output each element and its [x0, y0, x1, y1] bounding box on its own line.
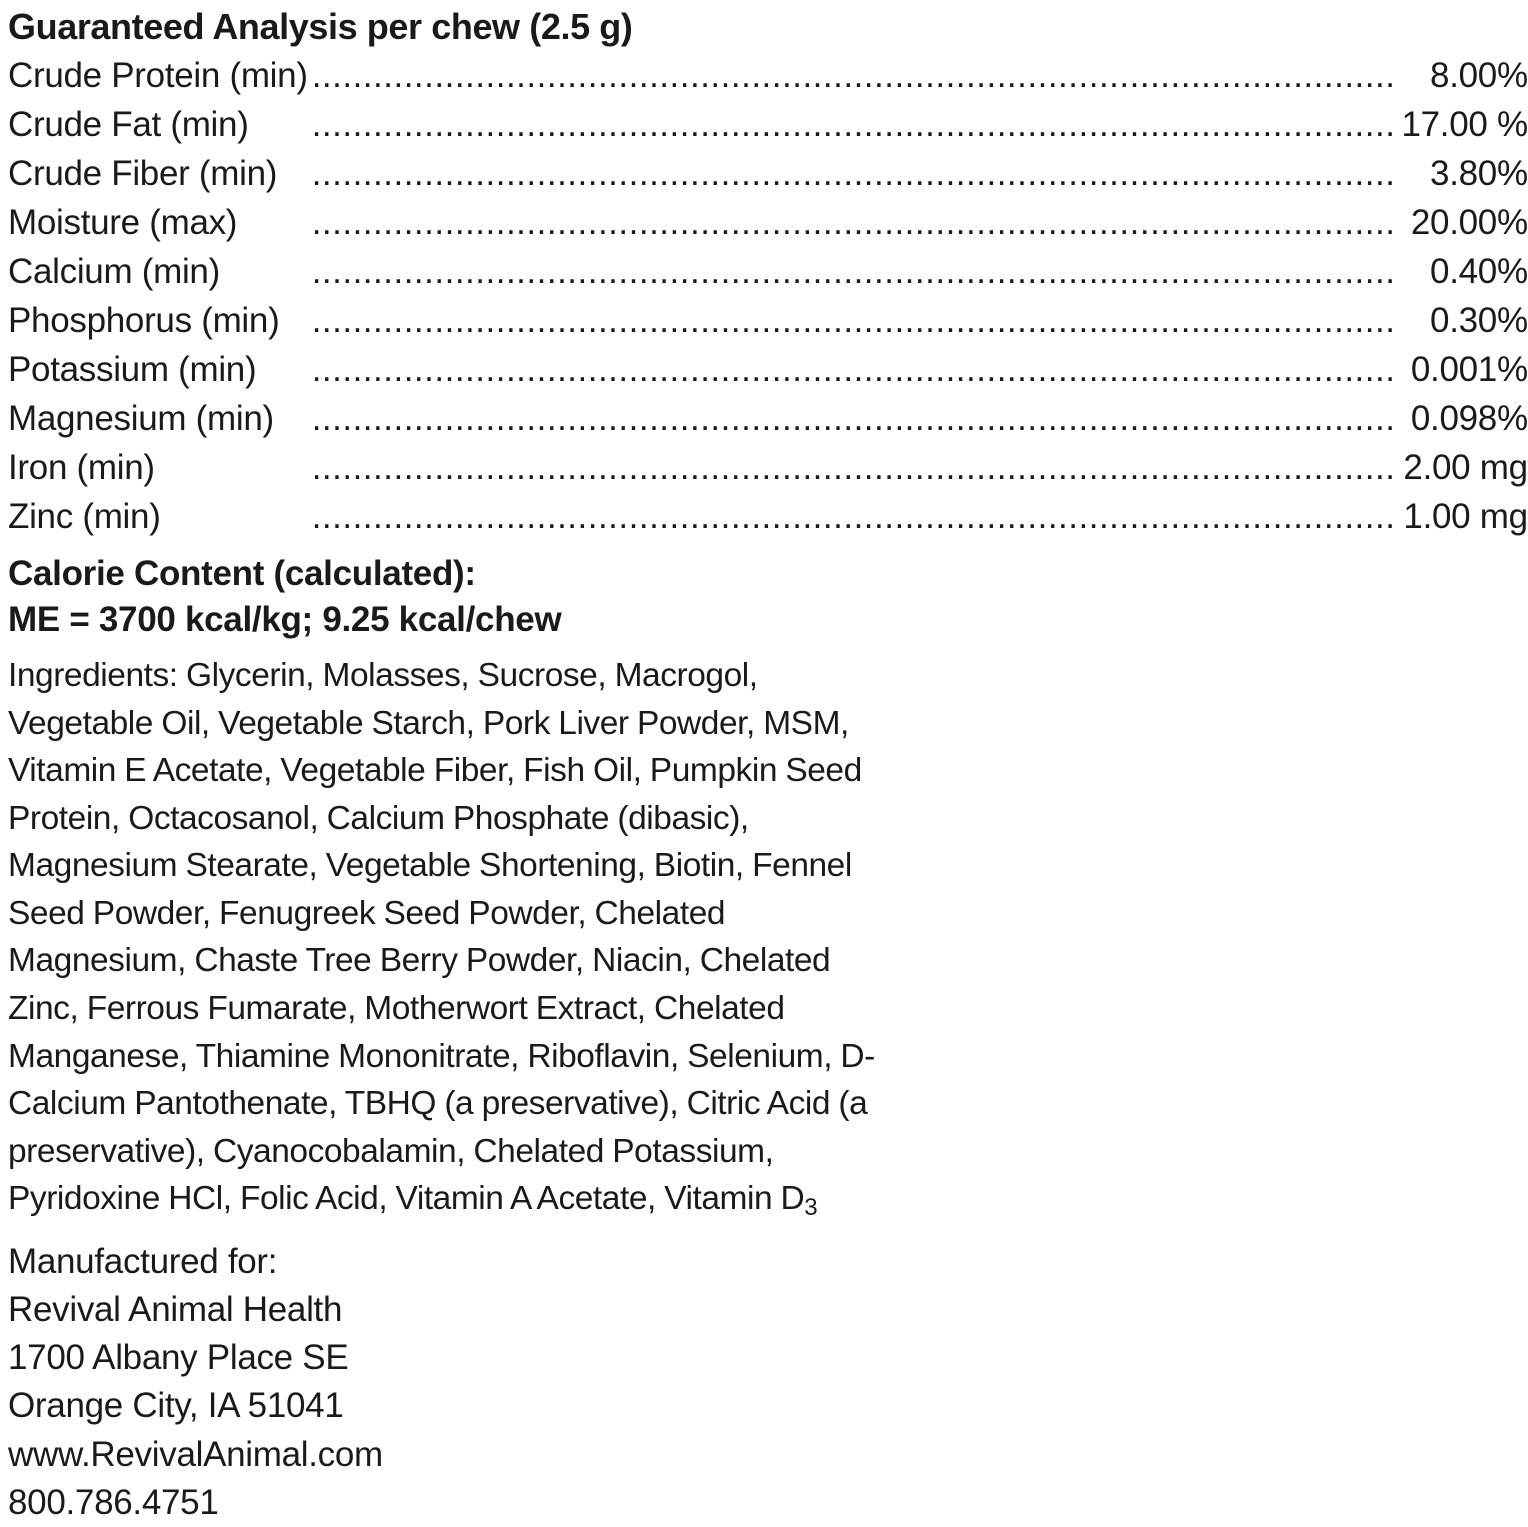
ingredients-text: Glycerin, Molasses, Sucrose, Macrogol, Vegetable Oil, Vegetable Starch, Pork Liver Powder, MSM, Vitamin E Acetate, Vegetable Fiber, Fish Oil, Pumpkin Seed Protein, Octacosanol, Calcium Phosphate (dibasic), Magnesium Stearate, Vegetable Shortening, Biotin, Fennel Seed Powder, Fenugreek Seed Powder, Chelated Magnesium, Chaste Tree Berry Powder, Niacin, Chelated Zinc, Ferrous Fumarate, Motherwort Extract, Chelated Manganese, Thiamine Mononitrate, Riboflavin, Selenium, D-Calcium Pantothenate, TBHQ (a preservative), Citric Acid (a preservative), Cyanocobalamin, Chelated Potassium, Pyridoxine HCl, Folic Acid, Vitamin A Acetate, Vitamin D: [8, 657, 875, 1218]
manufacturer-website[interactable]: www.RevivalAnimal.com: [8, 1434, 383, 1474]
table-row: [8, 345, 1528, 394]
calorie-content-section: [8, 551, 904, 642]
calorie-content-title: Calorie Content (calculated):: [8, 554, 476, 594]
table-row: [8, 492, 1528, 541]
table-row: [8, 296, 1528, 345]
nutrient-value: 2.00 mg: [1403, 448, 1528, 488]
manufacturer-street: 1700 Albany Place SE: [8, 1338, 349, 1378]
nutrient-value: 3.80%: [1430, 154, 1528, 194]
table-row: [8, 443, 1528, 492]
nutrient-name: Potassium (min): [8, 350, 257, 390]
nutrient-value: 0.40%: [1430, 252, 1528, 292]
nutrient-value: 0.001%: [1410, 350, 1528, 390]
vitamin-d3-subscript: 3: [804, 1194, 818, 1222]
nutrient-value: 0.30%: [1430, 301, 1528, 341]
manufacturer-name: Revival Animal Health: [8, 1289, 343, 1329]
leader-dots: [312, 149, 1396, 198]
nutrient-value: 17.00 %: [1401, 105, 1528, 145]
leader-dots: [312, 247, 1396, 296]
manufactured-for-title: Manufactured for:: [8, 1241, 278, 1281]
leader-dots: [312, 394, 1396, 443]
nutrient-name: Magnesium (min): [8, 399, 274, 439]
nutrient-value: 0.098%: [1410, 399, 1528, 439]
nutrient-name: Iron (min): [8, 448, 155, 488]
nutrient-name: Zinc (min): [8, 497, 161, 537]
ingredients-label: Ingredients:: [8, 657, 178, 695]
manufacturer-phone[interactable]: 800.786.4751: [8, 1483, 219, 1523]
nutrient-name: Crude Protein (min): [8, 56, 308, 96]
manufacturer-city-state-zip: Orange City, IA 51041: [8, 1386, 344, 1426]
table-row: [8, 394, 1528, 443]
leader-dots: [312, 443, 1396, 492]
guaranteed-analysis-title: Guaranteed Analysis per chew (2.5 g): [8, 6, 633, 47]
leader-dots: [312, 100, 1396, 149]
nutrient-name: Moisture (max): [8, 203, 238, 243]
table-row: [8, 198, 1528, 247]
nutrient-name: Phosphorus (min): [8, 301, 280, 341]
manufacturer-section: [8, 1238, 904, 1527]
nutrient-name: Crude Fiber (min): [8, 154, 278, 194]
nutrient-value: 8.00%: [1430, 56, 1528, 96]
calorie-content-value: ME = 3700 kcal/kg; 9.25 kcal/chew: [8, 599, 562, 639]
leader-dots: [312, 492, 1396, 541]
leader-dots: [312, 296, 1396, 345]
nutrient-value: 1.00 mg: [1403, 497, 1528, 537]
nutrient-name: Calcium (min): [8, 252, 220, 292]
leader-dots: [312, 198, 1396, 247]
guaranteed-analysis-table: [8, 51, 1528, 541]
leader-dots: [312, 345, 1396, 394]
table-row: [8, 149, 1528, 198]
table-row: [8, 51, 1528, 100]
nutrient-name: Crude Fat (min): [8, 105, 249, 145]
nutrient-value: 20.00%: [1410, 203, 1528, 243]
table-row: [8, 247, 1528, 296]
ingredients-section: [8, 652, 904, 1225]
leader-dots: [312, 51, 1396, 100]
table-row: [8, 100, 1528, 149]
